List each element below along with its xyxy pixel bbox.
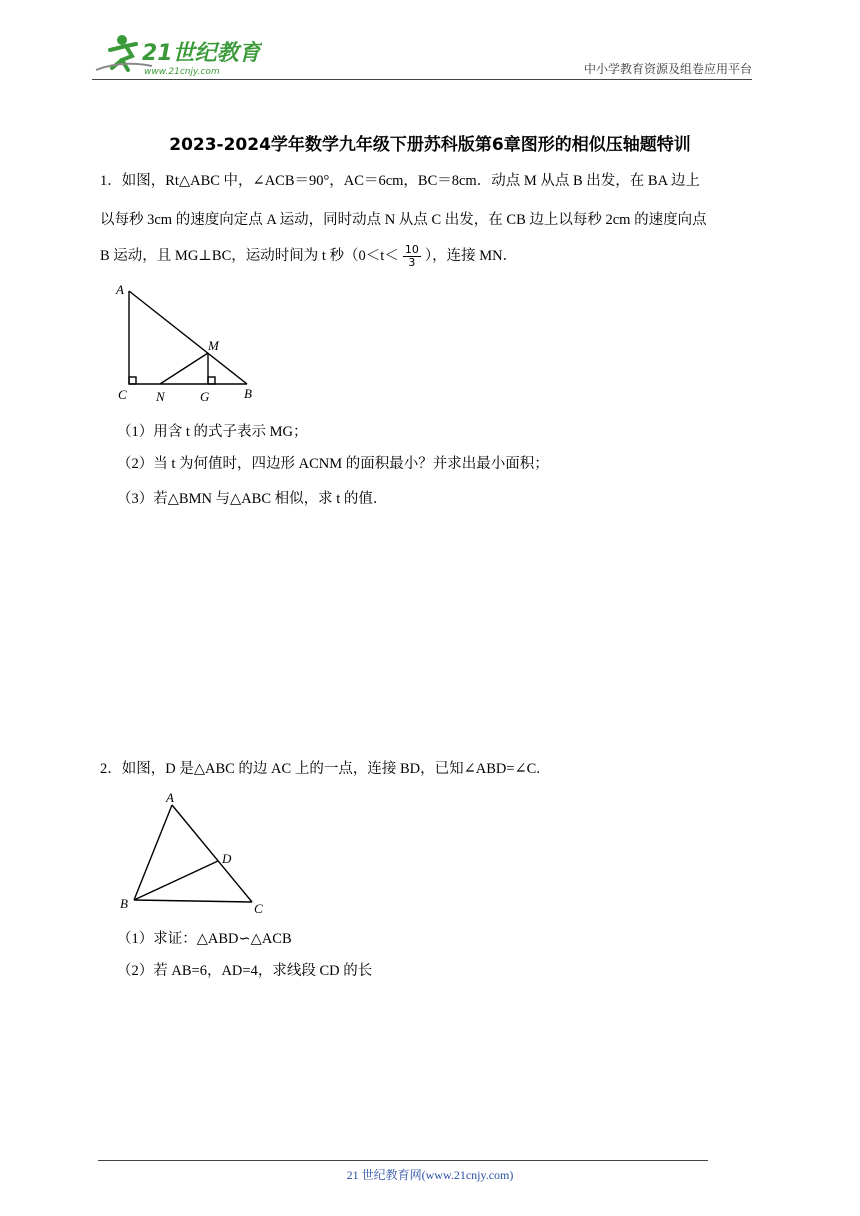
page-title: 2023-2024学年数学九年级下册苏科版第6章图形的相似压轴题特训 xyxy=(169,135,691,155)
label-m: M xyxy=(208,338,219,353)
q2-sub2: （2）若 AB=6，AD=4，求线段 CD 的长 xyxy=(117,963,373,979)
q1-line3-b: ），连接 MN． xyxy=(424,247,518,264)
q2-line1: 2．如图，D 是△ABC 的边 AC 上的一点，连接 BD，已知∠ABD=∠C. xyxy=(100,761,540,777)
logo-text: 21世纪教育 xyxy=(142,41,261,66)
label-c: C xyxy=(118,387,127,402)
q1-line1: 1．如图，Rt△ABC 中，∠ACB＝90°，AC＝6cm，BC＝8cm．动点 M 从点 B 出发，在 BA 边上 xyxy=(100,173,700,189)
q1-sub1: （1）用含 t 的式子表示 MG； xyxy=(117,424,308,440)
label-d: D xyxy=(222,851,232,866)
logo-url: www.21cnjy.com xyxy=(144,67,220,77)
q1-line2: 以每秒 3cm 的速度向定点 A 运动，同时动点 N 从点 C 出发，在 CB 边上以每秒 2cm 的速度向点 xyxy=(100,212,707,228)
label-b: B xyxy=(244,386,252,401)
q1-sub2: （2）当 t 为何值时，四边形 ACNM 的面积最小？并求出最小面积； xyxy=(117,456,549,472)
label-a2: A xyxy=(166,790,174,805)
label-a: A xyxy=(116,282,124,297)
site-tag: 中小学教育资源及组卷应用平台 xyxy=(583,62,752,76)
footer-divider xyxy=(98,1160,708,1161)
fraction-10-3: $\frac{10}{3}$ xyxy=(404,243,419,269)
site-logo xyxy=(92,30,262,78)
q1-figure xyxy=(110,278,270,408)
q2-sub1: （1）求证：△ABD∽△ACB xyxy=(117,931,292,947)
header-divider xyxy=(92,79,752,80)
label-b2: B xyxy=(120,896,128,911)
q2-figure xyxy=(112,788,272,918)
q1-line3-a: B 运动，且 MG⊥BC，运动时间为 t 秒（0＜t＜ xyxy=(100,247,399,264)
footer-text: 21 世纪教育网(www.21cnjy.com) xyxy=(346,1168,514,1182)
label-c2: C xyxy=(254,901,263,916)
q1-line3 xyxy=(100,244,517,269)
label-g: G xyxy=(200,389,210,404)
q1-sub3: （3）若△BMN 与△ABC 相似，求 t 的值． xyxy=(117,491,388,507)
label-n: N xyxy=(156,389,165,404)
